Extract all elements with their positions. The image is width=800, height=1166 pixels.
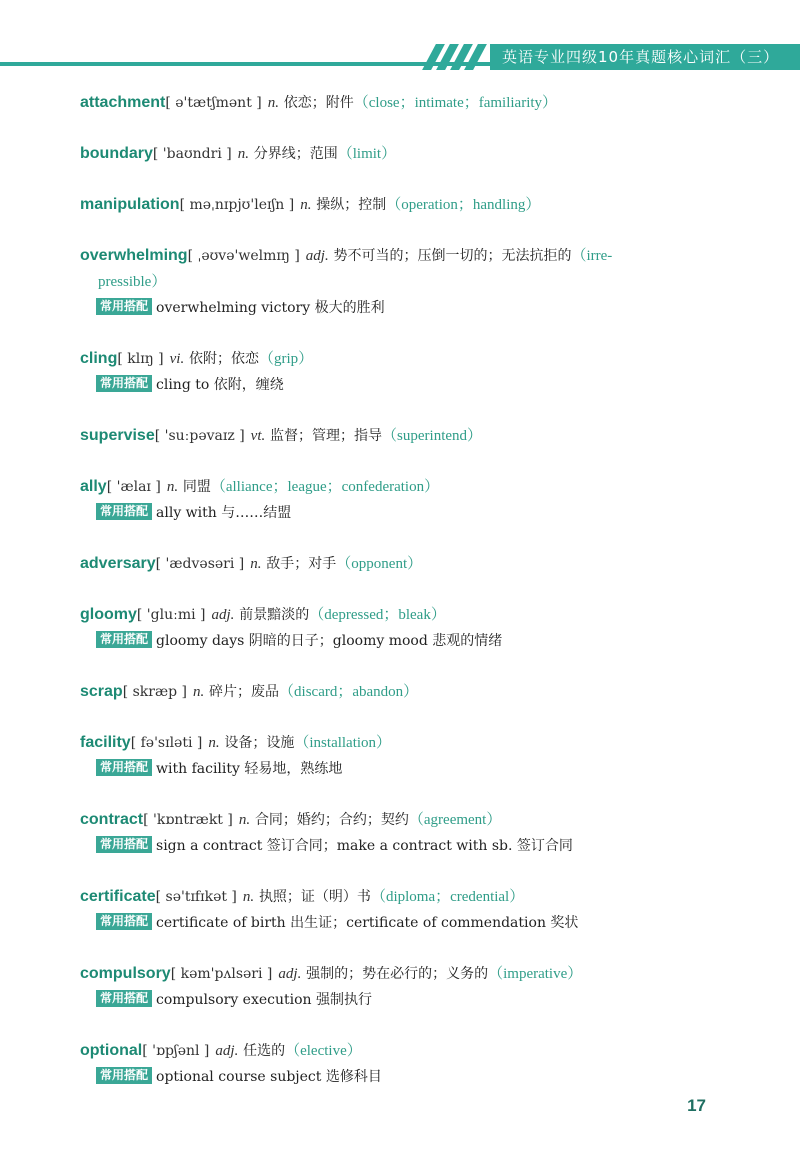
entry-word: attachment <box>80 94 166 111</box>
entry-collocation <box>80 910 720 936</box>
vocab-entry <box>80 423 720 449</box>
vocab-entry <box>80 141 720 167</box>
vocab-entry <box>80 730 720 782</box>
entry-meaning: 操纵；控制 <box>316 197 387 213</box>
entry-head-line <box>80 346 720 372</box>
entry-collocation <box>80 295 720 321</box>
entry-pos: adj. <box>278 966 302 982</box>
entry-pos: vt. <box>250 428 266 444</box>
page-header-title: 英语专业四级10年真题核心词汇（三） <box>490 44 800 70</box>
entry-pos: n. <box>166 479 179 495</box>
entry-phonetic: [ 'gluːmi ] <box>136 607 206 623</box>
vocab-entry <box>80 961 720 1013</box>
entry-head-line <box>80 141 720 167</box>
page-number: 17 <box>687 1096 706 1115</box>
entry-meaning: 前景黯淡的 <box>239 607 310 623</box>
entry-pos: n. <box>238 812 251 828</box>
collocation-badge: 常用搭配 <box>96 990 152 1007</box>
entry-meaning: 设备；设施 <box>224 735 295 751</box>
entry-synonyms: （grip） <box>258 351 314 367</box>
entry-pos: adj. <box>215 1043 239 1059</box>
entry-word: gloomy <box>80 606 137 623</box>
entry-pos: n. <box>242 889 255 905</box>
vocab-entry <box>80 474 720 526</box>
entry-synonyms: （depressed；bleak） <box>309 607 446 623</box>
entry-collocation <box>80 1064 720 1090</box>
entry-collocation <box>80 833 720 859</box>
vocab-entry <box>80 551 720 577</box>
entry-meaning: 依恋；附件 <box>283 95 354 111</box>
entry-phonetic: [ ˌəʊvə'welmɪŋ ] <box>187 248 300 264</box>
collocation-text: with facility 轻易地，熟练地 <box>156 761 343 777</box>
entry-phonetic: [ məˌnɪpjʊ'leɪʃn ] <box>179 197 295 213</box>
entry-phonetic: [ klɪŋ ] <box>117 351 164 367</box>
collocation-text: cling to 依附，缠绕 <box>156 377 284 393</box>
entry-word: manipulation <box>80 196 180 213</box>
entry-synonyms: （limit） <box>337 146 397 162</box>
entry-word: supervise <box>80 427 155 444</box>
entry-phonetic: [ 'ædvəsəri ] <box>155 556 245 572</box>
entry-phonetic: [ 'suːpəvaɪz ] <box>154 428 245 444</box>
entry-continuation <box>80 269 720 295</box>
entry-meaning: 执照；证（明）书 <box>258 889 371 905</box>
header-stripes-decoration <box>425 44 491 70</box>
entry-meaning: 势不可当的；压倒一切的；无法抗拒的 <box>333 248 572 264</box>
entry-phonetic: [ 'baʊndri ] <box>152 146 232 162</box>
entry-word: optional <box>80 1042 143 1059</box>
vocab-entry <box>80 602 720 654</box>
collocation-text: certificate of birth 出生证；certificate of commendation 奖状 <box>156 915 579 931</box>
vocab-entry <box>80 243 720 321</box>
entry-word: overwhelming <box>80 247 188 264</box>
entry-phonetic: [ fə'sɪləti ] <box>130 735 203 751</box>
entry-collocation <box>80 756 720 782</box>
vocab-entry <box>80 346 720 398</box>
collocation-badge: 常用搭配 <box>96 298 152 315</box>
entry-word: contract <box>80 811 144 828</box>
entry-pos: adj. <box>211 607 235 623</box>
collocation-badge: 常用搭配 <box>96 631 152 648</box>
vocab-entry <box>80 90 720 116</box>
entry-collocation <box>80 628 720 654</box>
entry-word: certificate <box>80 888 156 905</box>
entry-synonyms: （diploma；credential） <box>370 889 525 905</box>
entry-meaning: 强制的；势在必行的；义务的 <box>306 966 489 982</box>
vocab-entry <box>80 1038 720 1090</box>
entry-head-line <box>80 192 720 218</box>
collocation-badge: 常用搭配 <box>96 503 152 520</box>
entry-phonetic: [ skræp ] <box>122 684 188 700</box>
entry-head-line <box>80 243 720 269</box>
entry-synonyms: （agreement） <box>408 812 502 828</box>
entry-synonyms: （elective） <box>285 1043 362 1059</box>
collocation-badge: 常用搭配 <box>96 759 152 776</box>
entry-collocation <box>80 372 720 398</box>
vocab-entry <box>80 884 720 936</box>
entry-meaning: 任选的 <box>243 1043 286 1059</box>
collocation-text: gloomy days 阴暗的日子；gloomy mood 悲观的情绪 <box>156 633 503 649</box>
entry-head-line <box>80 474 720 500</box>
entry-phonetic: [ ə'tætʃmənt ] <box>165 95 262 111</box>
entry-synonyms: （discard；abandon） <box>279 684 419 700</box>
entry-phonetic: [ kəm'pʌlsəri ] <box>170 966 273 982</box>
entry-head-line <box>80 730 720 756</box>
entry-synonyms: （alliance；league；confederation） <box>210 479 440 495</box>
collocation-text: overwhelming victory 极大的胜利 <box>156 300 385 316</box>
entry-phonetic: [ 'kɒntrækt ] <box>143 812 233 828</box>
collocation-text: sign a contract 签订合同；make a contract with sb. 签订合同 <box>156 838 573 854</box>
entry-word: adversary <box>80 555 156 572</box>
entry-synonyms: （opponent） <box>336 556 423 572</box>
entry-head-line <box>80 423 720 449</box>
entry-pos: n. <box>237 146 249 162</box>
entry-head-line <box>80 884 720 910</box>
vocab-entry <box>80 679 720 705</box>
entry-pos: n. <box>267 95 279 111</box>
entry-word: ally <box>80 478 107 495</box>
entry-head-line <box>80 602 720 628</box>
entry-word: cling <box>80 350 118 367</box>
entry-synonyms: （irre- <box>571 248 613 264</box>
collocation-text: compulsory execution 强制执行 <box>156 992 373 1008</box>
entry-pos: adj. <box>305 248 329 264</box>
collocation-badge: 常用搭配 <box>96 836 152 853</box>
entry-head-line <box>80 807 720 833</box>
entry-word: scrap <box>80 683 123 700</box>
entry-meaning: 分界线；范围 <box>253 146 338 162</box>
entry-pos: vi. <box>169 351 185 367</box>
vocab-entry <box>80 192 720 218</box>
entry-pos: n. <box>193 684 205 700</box>
entry-pos: n. <box>250 556 262 572</box>
entry-phonetic: [ sə'tɪfɪkət ] <box>155 889 237 905</box>
entry-collocation <box>80 987 720 1013</box>
entry-head-line <box>80 1038 720 1064</box>
entry-synonyms: （operation；handling） <box>386 197 541 213</box>
collocation-text: optional course subject 选修科目 <box>156 1069 382 1085</box>
entry-meaning: 敌手；对手 <box>266 556 337 572</box>
entry-meaning: 监督；管理；指导 <box>270 428 383 444</box>
entry-word: boundary <box>80 145 153 162</box>
entry-phonetic: [ 'ɒpʃənl ] <box>142 1043 210 1059</box>
entry-synonyms: （installation） <box>294 735 392 751</box>
entry-head-line <box>80 961 720 987</box>
collocation-badge: 常用搭配 <box>96 913 152 930</box>
collocation-badge: 常用搭配 <box>96 375 152 392</box>
entry-synonyms: （imperative） <box>488 966 583 982</box>
entry-pos: n. <box>208 735 220 751</box>
entry-phonetic: [ 'ælaɪ ] <box>106 479 161 495</box>
vocab-entry <box>80 807 720 859</box>
entry-meaning: 合同；婚约；合约；契约 <box>254 812 409 828</box>
collocation-badge: 常用搭配 <box>96 1067 152 1084</box>
entry-pos: n. <box>300 197 312 213</box>
entry-head-line <box>80 679 720 705</box>
entry-synonyms-continued: pressible） <box>98 274 167 290</box>
entry-meaning: 依附；依恋 <box>188 351 259 367</box>
entry-synonyms: （close；intimate；familiarity） <box>353 95 558 111</box>
entry-head-line <box>80 551 720 577</box>
entry-word: facility <box>80 734 131 751</box>
entry-word: compulsory <box>80 965 171 982</box>
entry-collocation <box>80 500 720 526</box>
collocation-text: ally with 与……结盟 <box>156 505 292 521</box>
entry-meaning: 碎片；废品 <box>209 684 280 700</box>
entry-synonyms: （superintend） <box>382 428 483 444</box>
entry-head-line <box>80 90 720 116</box>
vocabulary-list <box>80 90 720 1090</box>
entry-meaning: 同盟 <box>182 479 211 495</box>
